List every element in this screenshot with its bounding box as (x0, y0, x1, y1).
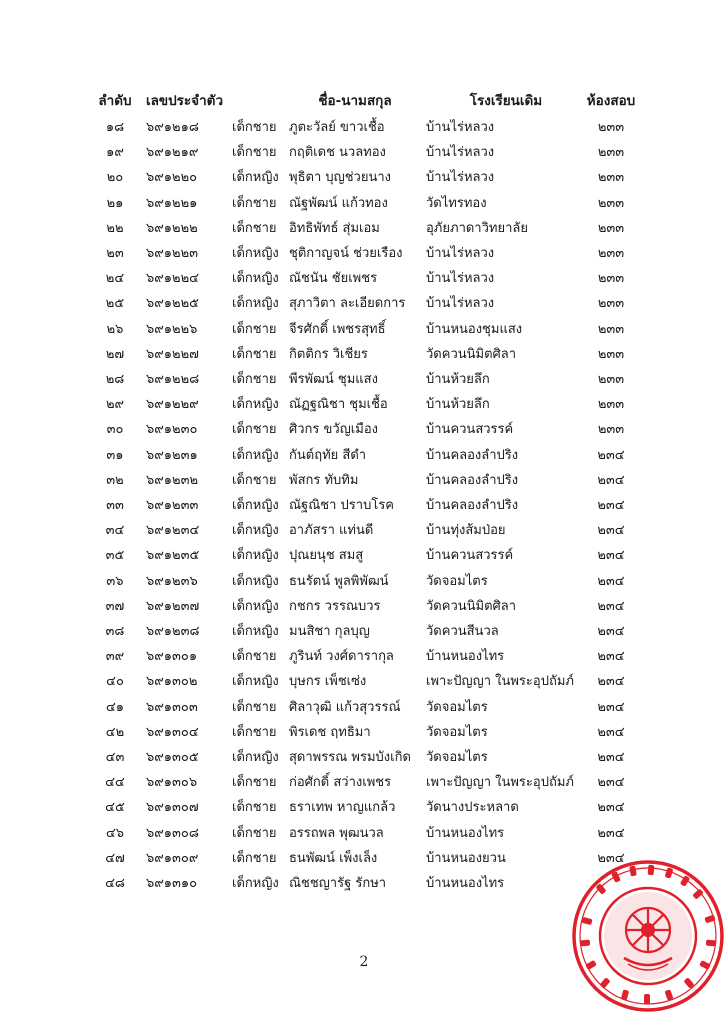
row-no: ๔๓ (105, 750, 125, 765)
row-id: ๖๙๑๒๓๗ (146, 598, 200, 614)
row-prefix: เด็กหญิง (232, 246, 279, 261)
row-id: ๖๙๑๓๐๑ (146, 649, 198, 665)
row-school: วัดควนสีนวล (426, 624, 499, 639)
row-prefix: เด็กหญิง (232, 296, 279, 312)
row-prefix: เด็กหญิง (232, 447, 279, 463)
row-id: ๖๙๑๒๓๖ (146, 573, 198, 589)
row-no: ๓๔ (105, 523, 125, 539)
row-room: ๒๓๓ (597, 145, 625, 161)
school-seal-stamp (568, 856, 728, 1016)
row-name: อาภัสรา แท่นดี (289, 523, 374, 539)
table-row (0, 292, 728, 316)
row-school: บ้านไร่หลวง (426, 296, 495, 312)
row-id: ๖๙๑๒๒๐ (146, 170, 198, 186)
row-room: ๒๓๓ (597, 296, 625, 312)
row-name: กชกร วรรณบวร (289, 598, 381, 614)
row-name: กฤติเดช นวลทอง (289, 145, 386, 161)
row-room: ๒๓๔ (597, 548, 625, 564)
row-prefix: เด็กชาย (232, 220, 277, 236)
row-room: ๒๓๓ (597, 321, 625, 337)
row-room: ๒๓๔ (597, 649, 625, 665)
row-room: ๒๓๔ (597, 750, 625, 765)
row-name: กันต์ฤทัย สีดำ (289, 447, 367, 463)
row-school: วัดนางประหลาด (426, 800, 519, 816)
row-id: ๖๙๑๒๓๑ (146, 447, 198, 463)
row-name: บุษกร เพ็ชเซ่ง (289, 674, 367, 690)
row-room: ๒๓๔ (597, 699, 625, 715)
row-id: ๖๙๑๓๐๒ (146, 674, 198, 690)
table-row (0, 696, 728, 720)
row-prefix: เด็กชาย (232, 775, 277, 791)
header-name: ชื่อ-นามสกุล (318, 93, 392, 109)
row-room: ๒๓๓ (597, 195, 625, 211)
table-row (0, 217, 728, 241)
row-no: ๓๘ (105, 624, 125, 639)
table-row (0, 166, 728, 190)
row-prefix: เด็กชาย (232, 472, 277, 488)
row-room: ๒๓๓ (597, 372, 625, 387)
table-row (0, 192, 728, 216)
row-no: ๑๙ (106, 145, 124, 161)
header-id: เลขประจำตัว (146, 93, 224, 109)
row-name: ศิวกร ขวัญเมือง (289, 422, 378, 438)
row-prefix: เด็กชาย (232, 346, 277, 362)
row-no: ๔๕ (105, 800, 125, 816)
row-prefix: เด็กหญิง (232, 876, 279, 891)
row-id: ๖๙๑๓๐๖ (146, 775, 198, 791)
row-school: บ้านหนองไทร (426, 825, 505, 841)
row-school: บ้านคลองลำปริง (426, 498, 519, 513)
row-room: ๒๓๓ (597, 220, 625, 236)
row-school: เพาะปัญญา ในพระอุปถัมภ์ (426, 674, 574, 690)
row-school: บ้านหนองไทร (426, 649, 505, 665)
row-id: ๖๙๑๒๑๘ (146, 120, 199, 135)
row-name: ภูรินท์ วงศ์ดารากุล (289, 649, 394, 665)
table-row (0, 544, 728, 568)
row-room: ๒๓๔ (597, 573, 625, 589)
row-id: ๖๙๑๒๒๒ (146, 220, 198, 236)
row-id: ๖๙๑๒๑๙ (146, 145, 199, 161)
row-no: ๓๙ (105, 649, 125, 665)
row-room: ๒๓๔ (597, 850, 625, 866)
row-name: พัสกร ทับทิม (289, 472, 359, 488)
dharma-wheel-icon (626, 908, 670, 952)
row-name: ณัชนัน ชัยเพชร (289, 271, 378, 287)
row-school: เพาะปัญญา ในพระอุปถัมภ์ (426, 775, 574, 791)
row-name: สุดาพรรณ พรมบังเกิด (289, 750, 411, 765)
row-room: ๒๓๔ (597, 825, 625, 841)
row-name: พุธิตา บุญช่วยนาง (289, 170, 391, 186)
table-row (0, 368, 728, 392)
row-id: ๖๙๑๒๒๓ (146, 246, 199, 261)
table-row (0, 469, 728, 493)
row-name: ภูตะวัลย์ ขาวเชื้อ (289, 120, 385, 135)
table-row (0, 267, 728, 291)
row-id: ๖๙๑๒๓๓ (146, 498, 199, 513)
row-prefix: เด็กชาย (232, 145, 277, 161)
table-row (0, 771, 728, 795)
row-id: ๖๙๑๒๒๗ (146, 346, 199, 362)
table-row (0, 141, 728, 165)
row-room: ๒๓๔ (597, 624, 625, 639)
row-name: กิตติกร วิเชียร (289, 346, 368, 362)
table-row (0, 343, 728, 367)
row-prefix: เด็กชาย (232, 850, 277, 866)
row-school: บ้านไร่หลวง (426, 170, 495, 186)
row-id: ๖๙๑๒๓๘ (146, 624, 200, 639)
row-prefix: เด็กหญิง (232, 271, 279, 287)
row-school: บ้านห้วยลึก (426, 372, 490, 387)
table-header (0, 89, 728, 113)
row-id: ๖๙๑๓๐๘ (146, 825, 199, 841)
row-school: บ้านหนองไทร (426, 876, 505, 891)
row-id: ๖๙๑๒๓๒ (146, 472, 199, 488)
table-row (0, 318, 728, 342)
row-room: ๒๓๓ (597, 397, 625, 413)
row-prefix: เด็กชาย (232, 825, 277, 841)
header-room: ห้องสอบ (586, 93, 636, 109)
row-name: สุภาวิตา ละเอียดการ (289, 296, 406, 312)
row-id: ๖๙๑๒๒๖ (146, 321, 198, 337)
row-school: วัดจอมไตร (426, 573, 488, 589)
table-row (0, 418, 728, 442)
row-name: ธนพัฒน์ เพ็งเล็ง (289, 850, 378, 866)
row-no: ๓๑ (106, 447, 124, 463)
row-name: จีรศักดิ์ เพชรสุทธิ์ (289, 321, 386, 337)
row-school: บ้านไร่หลวง (426, 120, 495, 135)
row-name: อรรถพล พุฒนวล (289, 825, 384, 841)
row-no: ๒๙ (105, 397, 125, 413)
row-no: ๓๗ (105, 598, 125, 614)
row-name: ธราเทพ หาญแกล้ว (289, 800, 396, 816)
row-prefix: เด็กชาย (232, 724, 277, 740)
row-name: ก่อศักดิ์ สว่างเพชร (289, 775, 392, 791)
row-school: บ้านคลองลำปริง (426, 447, 519, 463)
row-school: อุภัยภาดาวิทยาลัย (426, 220, 528, 236)
table-row (0, 721, 728, 745)
row-name: พิรเดช ฤทธิมา (289, 724, 371, 740)
row-no: ๒๒ (106, 220, 124, 236)
table-row (0, 822, 728, 846)
row-no: ๓๕ (105, 548, 125, 564)
row-school: บ้านไร่หลวง (426, 145, 495, 161)
row-room: ๒๓๔ (597, 523, 625, 539)
row-no: ๓๐ (106, 422, 124, 438)
row-school: วัดควนนิมิตศิลา (426, 346, 517, 362)
row-no: ๒๔ (105, 271, 125, 287)
row-no: ๒๖ (106, 321, 124, 337)
row-room: ๒๓๔ (597, 472, 625, 488)
row-prefix: เด็กชาย (232, 800, 277, 816)
row-room: ๒๓๓ (597, 246, 625, 261)
row-prefix: เด็กหญิง (232, 674, 279, 690)
row-name: ณัฐพัฒน์ แก้วทอง (289, 195, 388, 211)
row-no: ๓๖ (106, 573, 124, 589)
row-id: ๖๙๑๒๓๕ (146, 548, 200, 564)
table-row (0, 570, 728, 594)
row-no: ๔๑ (105, 699, 125, 715)
row-prefix: เด็กชาย (232, 120, 277, 135)
row-school: บ้านควนสวรรค์ (426, 548, 514, 564)
row-prefix: เด็กหญิง (232, 573, 279, 589)
row-room: ๒๓๔ (597, 724, 625, 740)
row-no: ๔๗ (105, 850, 125, 866)
row-no: ๑๘ (105, 120, 125, 135)
row-id: ๖๙๑๓๐๕ (146, 750, 199, 765)
row-school: บ้านควนสวรรค์ (426, 422, 514, 438)
page-number: 2 (359, 954, 369, 970)
row-school: บ้านไร่หลวง (426, 246, 495, 261)
row-school: วัดควนนิมิตศิลา (426, 598, 517, 614)
row-room: ๒๓๓ (597, 120, 625, 135)
row-prefix: เด็กชาย (232, 699, 277, 715)
row-no: ๒๗ (105, 346, 125, 362)
row-no: ๔๐ (106, 674, 124, 690)
row-name: ปุณยนุช สมสู (289, 548, 364, 564)
table-row (0, 519, 728, 543)
row-prefix: เด็กหญิง (232, 624, 279, 639)
table-row (0, 242, 728, 266)
table-row (0, 645, 728, 669)
row-prefix: เด็กหญิง (232, 498, 279, 513)
table-row (0, 796, 728, 820)
row-name: มนสิชา กุลบุญ (289, 624, 370, 639)
row-prefix: เด็กหญิง (232, 523, 279, 539)
row-prefix: เด็กชาย (232, 372, 277, 387)
row-no: ๒๐ (106, 170, 124, 186)
row-id: ๖๙๑๓๐๗ (146, 800, 199, 816)
row-room: ๒๓๓ (597, 346, 625, 362)
header-school: โรงเรียนเดิม (469, 93, 543, 109)
row-id: ๖๙๑๒๒๑ (146, 195, 198, 211)
row-id: ๖๙๑๒๓๔ (146, 523, 200, 539)
table-row (0, 444, 728, 468)
table-row (0, 746, 728, 770)
row-no: ๒๑ (106, 195, 124, 211)
table-row (0, 494, 728, 518)
header-no: ลำดับ (98, 93, 132, 109)
row-school: บ้านหนองยวน (426, 850, 506, 866)
row-school: วัดจอมไตร (426, 750, 488, 765)
row-school: บ้านหนองชุมแสง (426, 321, 523, 337)
row-school: วัดจอมไตร (426, 699, 488, 715)
table-row (0, 393, 728, 417)
row-prefix: เด็กชาย (232, 649, 277, 665)
row-no: ๓๓ (106, 498, 124, 513)
row-school: บ้านห้วยลึก (426, 397, 490, 413)
row-no: ๒๓ (106, 246, 124, 261)
row-prefix: เด็กชาย (232, 195, 277, 211)
row-name: ศิลาวุฒิ แก้วสุวรรณ์ (289, 699, 401, 715)
row-prefix: เด็กหญิง (232, 397, 279, 413)
row-name: ณิชชญารัฐ รักษา (289, 876, 387, 891)
row-no: ๔๘ (105, 876, 125, 891)
row-prefix: เด็กหญิง (232, 548, 279, 564)
row-name: พีรพัฒน์ ชุมแสง (289, 372, 378, 387)
table-row (0, 595, 728, 619)
row-id: ๖๙๑๒๒๕ (146, 296, 200, 312)
table-row (0, 620, 728, 644)
row-id: ๖๙๑๓๐๔ (146, 724, 199, 740)
row-room: ๒๓๔ (597, 498, 625, 513)
row-id: ๖๙๑๒๓๐ (146, 422, 198, 438)
row-id: ๖๙๑๓๐๓ (146, 699, 198, 715)
row-name: ณัฏฐณิชา ชุมเชื้อ (289, 397, 388, 413)
row-school: บ้านไร่หลวง (426, 271, 495, 287)
row-room: ๒๓๓ (597, 170, 625, 186)
row-prefix: เด็กหญิง (232, 170, 279, 186)
row-school: บ้านคลองลำปริง (426, 472, 519, 488)
row-room: ๒๓๔ (597, 800, 625, 816)
row-room: ๒๓๓ (597, 422, 625, 438)
row-prefix: เด็กชาย (232, 422, 277, 438)
row-name: ชุติกาญจน์ ช่วยเรือง (289, 246, 403, 261)
row-id: ๖๙๑๒๒๙ (146, 397, 199, 413)
row-no: ๒๘ (105, 372, 125, 387)
table-row (0, 670, 728, 694)
row-name: อิทธิพัทธ์ สุ่มเอม (289, 220, 380, 236)
row-name: ณัฐณิชา ปราบโรค (289, 498, 394, 513)
row-no: ๒๕ (105, 296, 125, 312)
row-id: ๖๙๑๒๒๔ (146, 271, 200, 287)
row-id: ๖๙๑๒๒๘ (146, 372, 200, 387)
row-no: ๓๒ (106, 472, 124, 488)
row-school: บ้านทุ่งส้มป่อย (426, 523, 506, 539)
row-room: ๒๓๔ (597, 598, 625, 614)
row-no: ๔๖ (105, 825, 125, 841)
row-room: ๒๓๓ (597, 271, 625, 287)
table-row (0, 116, 728, 140)
row-school: วัดจอมไตร (426, 724, 488, 740)
row-room: ๒๓๔ (597, 674, 625, 690)
row-room: ๒๓๔ (597, 775, 625, 791)
row-no: ๔๔ (105, 775, 125, 791)
row-name: ธนรัตน์ พูลพิพัฒน์ (289, 573, 389, 589)
row-prefix: เด็กหญิง (232, 750, 279, 765)
row-id: ๖๙๑๓๑๐ (146, 876, 198, 891)
row-id: ๖๙๑๓๐๙ (146, 850, 199, 866)
row-prefix: เด็กหญิง (232, 598, 279, 614)
row-school: วัดไทรทอง (426, 195, 487, 211)
row-room: ๒๓๔ (597, 447, 625, 463)
row-prefix: เด็กชาย (232, 321, 277, 337)
row-no: ๔๒ (105, 724, 125, 740)
